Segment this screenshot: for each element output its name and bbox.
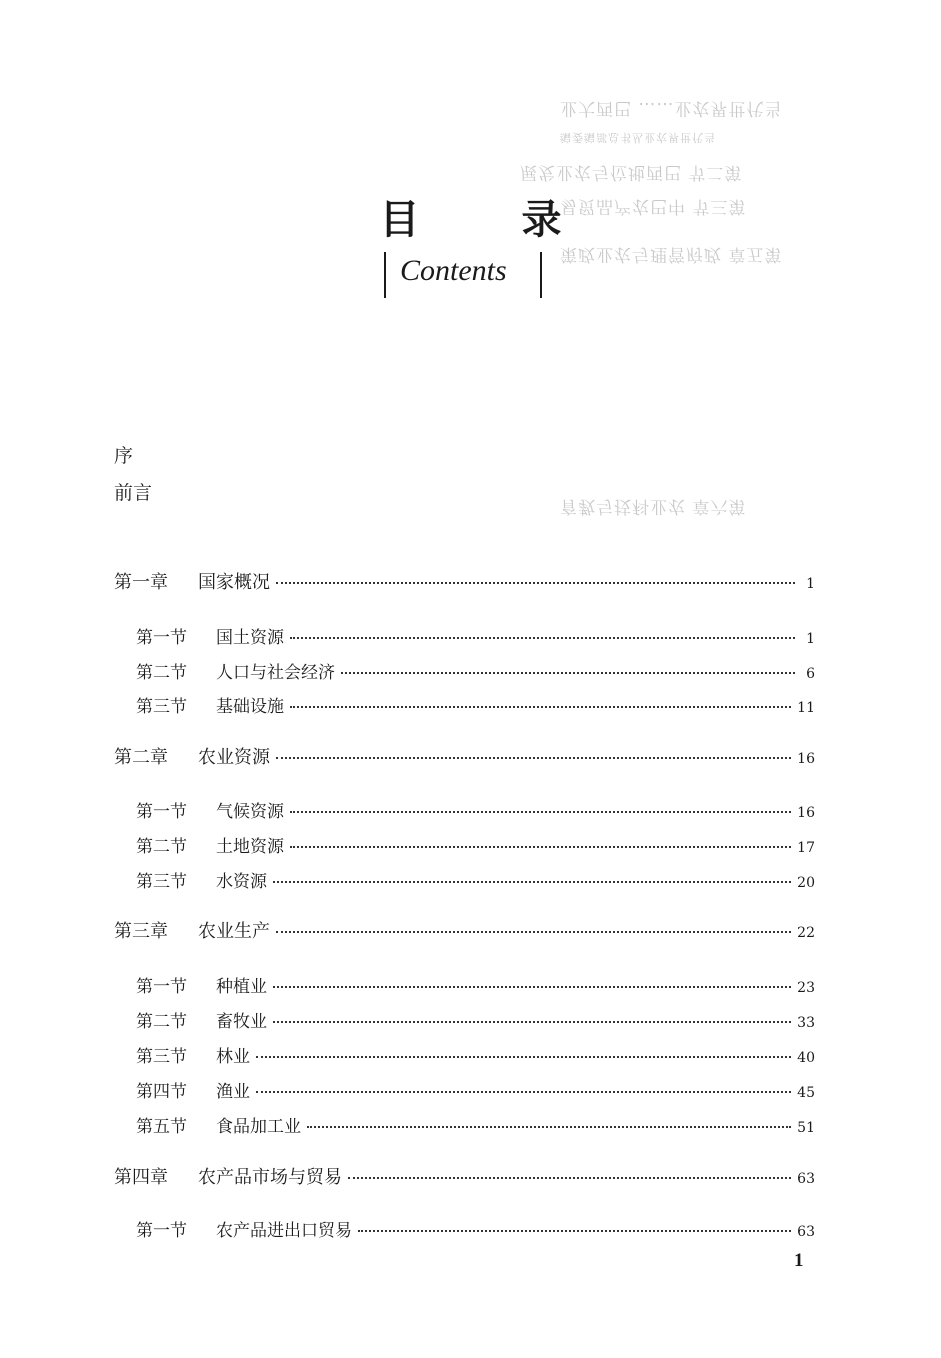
dot-leader — [276, 757, 791, 759]
front-matter-preface[interactable]: 序 — [114, 445, 134, 467]
toc-section-row[interactable] — [136, 797, 815, 822]
bleed-through-text: 育教与技科业农 章六第 — [560, 496, 747, 516]
section-title: 国土资源 — [216, 628, 284, 648]
section-number: 第二节 — [136, 663, 187, 683]
page-number: 45 — [797, 1085, 815, 1101]
page-number: 16 — [797, 751, 815, 767]
dot-leader — [341, 672, 795, 674]
page-number: 23 — [797, 980, 815, 996]
section-number: 第一节 — [136, 1221, 187, 1241]
toc-section-row[interactable] — [136, 692, 815, 717]
toc-section-row[interactable] — [136, 1007, 815, 1032]
page-number: 20 — [797, 875, 815, 891]
toc-section-row[interactable] — [136, 972, 815, 997]
section-number: 第三节 — [136, 1047, 187, 1067]
chapter-title: 国家概况 — [198, 572, 270, 593]
dot-leader — [307, 1126, 791, 1128]
section-title: 种植业 — [216, 977, 267, 997]
section-number: 第四节 — [136, 1082, 187, 1102]
dot-leader — [290, 811, 791, 813]
dot-leader — [290, 846, 791, 848]
section-number: 第二节 — [136, 837, 187, 857]
dot-leader — [276, 931, 791, 933]
section-title: 基础设施 — [216, 697, 284, 717]
toc-section-row[interactable] — [136, 832, 815, 857]
left-rule — [384, 252, 386, 298]
section-title: 农产品进出口贸易 — [216, 1221, 352, 1241]
section-title: 水资源 — [216, 872, 267, 892]
page-number: 17 — [797, 840, 815, 856]
contents-subtitle: Contents — [400, 254, 507, 287]
page-number: 11 — [797, 700, 815, 716]
page-number: 33 — [797, 1015, 815, 1031]
chapter-number: 第一章 — [114, 572, 168, 593]
page-folio: 1 — [794, 1250, 804, 1271]
section-number: 第一节 — [136, 802, 187, 822]
section-number: 第五节 — [136, 1117, 187, 1137]
page-number: 51 — [797, 1120, 815, 1136]
section-title: 畜牧业 — [216, 1012, 267, 1032]
section-number: 第二节 — [136, 1012, 187, 1032]
dot-leader — [273, 986, 791, 988]
toc-section-row[interactable] — [136, 658, 815, 683]
section-title: 土地资源 — [216, 837, 284, 857]
chapter-title: 农产品市场与贸易 — [198, 1167, 342, 1188]
chapter-number: 第三章 — [114, 921, 168, 942]
chapter-title: 农业资源 — [198, 747, 270, 768]
page-number: 63 — [797, 1171, 815, 1187]
section-number: 第三节 — [136, 872, 187, 892]
bleed-through-text: 易贸品产农巴中 节三第 — [560, 196, 747, 216]
page-number: 63 — [797, 1224, 815, 1240]
bleed-through-text: 策政业农与理管府政 章五第 — [560, 244, 783, 264]
dot-leader — [273, 1021, 791, 1023]
front-matter-foreword[interactable]: 前言 — [114, 482, 153, 504]
section-title: 食品加工业 — [216, 1117, 301, 1137]
section-number: 第一节 — [136, 628, 187, 648]
dot-leader — [273, 881, 791, 883]
toc-section-row[interactable] — [136, 867, 815, 892]
section-number: 第一节 — [136, 977, 187, 997]
page-number: 1 — [806, 631, 815, 647]
toc-chapter-row[interactable] — [114, 1163, 815, 1189]
toc-section-row[interactable] — [136, 1112, 815, 1137]
chapter-number: 第二章 — [114, 747, 168, 768]
dot-leader — [256, 1091, 791, 1093]
dot-leader — [358, 1230, 791, 1232]
chapter-number: 第四章 — [114, 1167, 168, 1188]
page-number: 6 — [806, 666, 815, 682]
dot-leader — [256, 1056, 791, 1058]
subtitle-box — [384, 252, 542, 298]
toc-section-row[interactable] — [136, 623, 815, 648]
bleed-through-text: 业大西巴 ……业农界世代当 — [560, 98, 783, 118]
dot-leader — [276, 582, 795, 584]
toc-section-row[interactable] — [136, 1077, 815, 1102]
section-title: 渔业 — [216, 1082, 250, 1102]
section-title: 人口与社会经济 — [216, 663, 335, 683]
bleed-through-text: 编委编部总书丛业农界世代当 — [560, 131, 716, 144]
section-title: 林业 — [216, 1047, 250, 1067]
bleed-through-text: 展发业农与位地西巴 节二第 — [520, 162, 743, 182]
toc-section-row[interactable] — [136, 1042, 815, 1067]
dot-leader — [290, 706, 791, 708]
section-number: 第三节 — [136, 697, 187, 717]
toc-chapter-row[interactable] — [114, 917, 815, 943]
page-number: 1 — [806, 576, 815, 592]
chapter-title: 农业生产 — [198, 921, 270, 942]
dot-leader — [290, 637, 795, 639]
page-title: 目 录 — [379, 197, 606, 243]
section-title: 气候资源 — [216, 802, 284, 822]
page-number: 16 — [797, 805, 815, 821]
toc-chapter-row[interactable] — [114, 743, 815, 769]
right-rule — [540, 252, 542, 298]
page-number: 40 — [797, 1050, 815, 1066]
page-number: 22 — [797, 925, 815, 941]
toc-chapter-row[interactable] — [114, 568, 815, 594]
dot-leader — [348, 1177, 791, 1179]
toc-section-row[interactable] — [136, 1216, 815, 1241]
